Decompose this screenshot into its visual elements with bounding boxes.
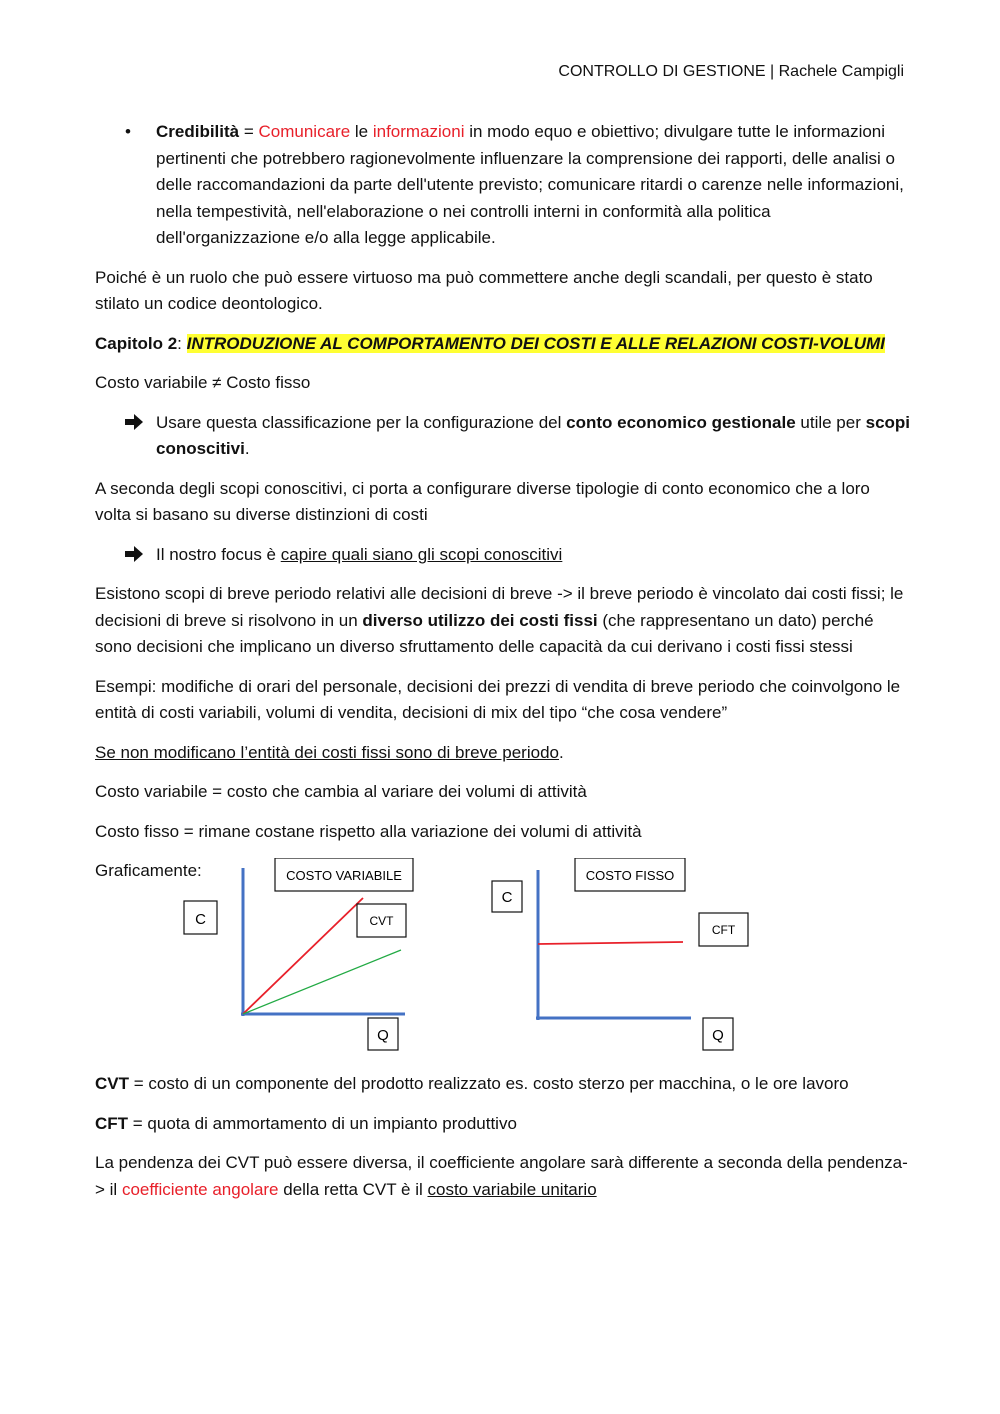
paragraph-seconda: A seconda degli scopi conoscitivi, ci porta a configurare diverse tipologie di conto economico che a loro volta si basano su diverse distinzioni di costi xyxy=(95,478,870,524)
y-axis-label: C xyxy=(195,911,206,928)
line-label: CVT xyxy=(369,914,394,928)
keyword-comunicare: Comunicare xyxy=(258,122,351,141)
paragraph-cvt-def: CVT = costo di un componente del prodotto realizzato es. costo sterzo per macchina, o le ore lavoro xyxy=(95,1074,849,1093)
graphs-area xyxy=(95,858,910,1058)
page-content xyxy=(95,119,910,1216)
arrow-item-classificazione: Usare questa classificazione per la configurazione del conto economico gestionale utile per scopi conoscitivi. xyxy=(95,410,910,463)
arrow-right-icon xyxy=(125,542,143,569)
credibilita-term: Credibilità xyxy=(156,122,240,141)
arrow-item-focus: Il nostro focus è capire quali siano gli scopi conoscitivi xyxy=(95,542,910,569)
paragraph-pendenza: La pendenza dei CVT può essere diversa, il coefficiente angolare sarà differente a seconda della pendenza-> il coefficiente angolare della retta CVT è il costo variabile unitario xyxy=(95,1153,908,1199)
paragraph-costo-ne: Costo variabile ≠ Costo fisso xyxy=(95,373,311,392)
paragraph-cft-def: CFT = quota di ammortamento di un impianto produttivo xyxy=(95,1113,517,1133)
cft-line xyxy=(538,942,683,944)
paragraph-poiche: Poiché è un ruolo che può essere virtuoso ma può commettere anche degli scandali, per questo è stato stilato un codice deontologico. xyxy=(95,267,873,313)
graph-costo-variabile xyxy=(184,858,413,1050)
chapter-label: Capitolo 2 xyxy=(95,333,178,353)
cvt-line-alt xyxy=(243,950,401,1014)
arrow-right-icon xyxy=(125,410,143,437)
paragraph-costo-variabile: Costo variabile = costo che cambia al variare dei volumi di attività xyxy=(95,782,587,801)
y-axis-label: C xyxy=(501,889,513,906)
paragraph-se-non: Se non modificano l’entità dei costi fissi sono di breve periodo. xyxy=(95,742,564,762)
x-axis-label: Q xyxy=(712,1027,724,1044)
graph-title: COSTO VARIABILE xyxy=(286,868,402,883)
graph-intro: Graficamente: xyxy=(95,861,202,880)
keyword-informazioni: informazioni xyxy=(372,122,465,141)
x-axis-label: Q xyxy=(377,1027,389,1044)
cvt-line xyxy=(243,898,363,1014)
page-header: CONTROLLO DI GESTIONE | Rachele Campigli xyxy=(558,63,904,80)
graph-title: COSTO FISSO xyxy=(585,868,675,883)
credibilita-bullet: • Credibilità = Comunicare le informazioni in modo equo e obiettivo; divulgare tutte le informazioni pertinenti che potrebbero ragionevolmente influenzare la comprensione dei rapporti, delle analisi o delle raccomandazioni da parte dell'utente previsto; comunicare ritardi o carenze nelle informazioni, nella tempestività, nell'elaborazione o nei controlli interni in conformità alla politica dell'organizzazione e/o alla legge applicabile. xyxy=(95,119,910,252)
graph-costo-fisso xyxy=(492,858,748,1050)
bullet-dot-icon: • xyxy=(125,122,131,141)
paragraph-esistono: Esistono scopi di breve periodo relativi alle decisioni di breve -> il breve periodo è vincolato dai costi fissi; le decisioni di breve si risolvono in un diverso utilizzo dei costi fissi (che rappresentano un dato) perché sono decisioni che implicano un diverso sfruttamento delle capacità da cui derivano i costi fissi stessi xyxy=(95,584,904,656)
chapter-title: INTRODUZIONE AL COMPORTAMENTO DEI COSTI E ALLE RELAZIONI COSTI-VOLUMI xyxy=(186,333,885,353)
chapter-heading: Capitolo 2: INTRODUZIONE AL COMPORTAMENTO DEI COSTI E ALLE RELAZIONI COSTI-VOLUMI xyxy=(95,333,885,353)
paragraph-esempi: Esempi: modifiche di orari del personale, decisioni dei prezzi di vendita di breve periodo che coinvolgono le entità di costi variabili, volumi di vendita, decisioni di mix del tipo “che cosa vendere” xyxy=(95,676,901,722)
line-label: CFT xyxy=(711,923,736,937)
cost-graphs-figure xyxy=(95,858,910,1058)
paragraph-costo-fisso: Costo fisso = rimane costane rispetto alla variazione dei volumi di attività xyxy=(95,821,642,841)
